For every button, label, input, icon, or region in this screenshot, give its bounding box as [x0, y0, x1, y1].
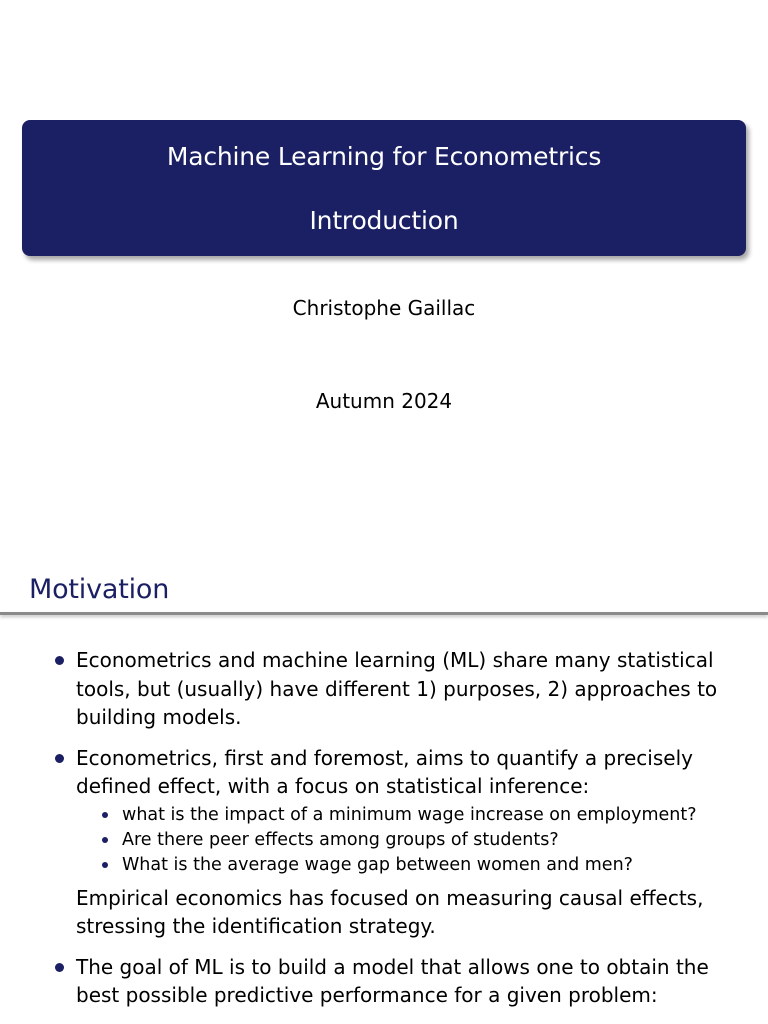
sub-bullet-item: [76, 828, 728, 853]
frame-title: Motivation: [29, 574, 170, 605]
presentation-date: Autumn 2024: [315, 389, 453, 413]
bullet-item: [0, 744, 768, 941]
bullet-dot-icon: [55, 963, 64, 972]
frame-title-rule: [0, 612, 768, 615]
bullet-dot-icon: [55, 754, 64, 763]
presentation-title: Machine Learning for Econometrics: [166, 142, 602, 171]
bullet-text: The goal of ML is to build a model that allows one to obtain the best possible predictive performance for a given problem:: [76, 954, 709, 1007]
bullet-item: [0, 646, 768, 732]
sub-bullet-dot-icon: [102, 837, 108, 843]
sub-bullet-text: what is the impact of a minimum wage increase on employment?: [122, 804, 697, 825]
sub-bullet-dot-icon: [102, 812, 108, 818]
sub-bullet-list: [76, 803, 728, 878]
bullet-text: Econometrics, first and foremost, aims to quantify a precisely defined effect, with a focus on statistical inference:: [76, 745, 693, 798]
bullet-dot-icon: [55, 656, 64, 665]
sub-bullet-item: [76, 803, 728, 828]
sub-bullet-text: What is the average wage gap between women and men?: [122, 854, 633, 875]
presentation-subtitle: Introduction: [309, 206, 459, 235]
author-name: Christophe Gaillac: [292, 296, 476, 320]
bullet-text: Econometrics and machine learning (ML) share many statistical tools, but (usually) have different 1) purposes, 2) approaches to building models.: [76, 648, 718, 729]
sub-bullet-item: [76, 853, 728, 878]
slide-content: [0, 646, 768, 1022]
sub-bullet-dot-icon: [102, 862, 108, 868]
bullet-item: [0, 953, 768, 1010]
title-banner: [22, 120, 746, 256]
sub-bullet-text: Are there peer effects among groups of students?: [122, 829, 559, 850]
bullet-followup-text: Empirical economics has focused on measuring causal effects, stressing the identification strategy.: [76, 885, 704, 938]
